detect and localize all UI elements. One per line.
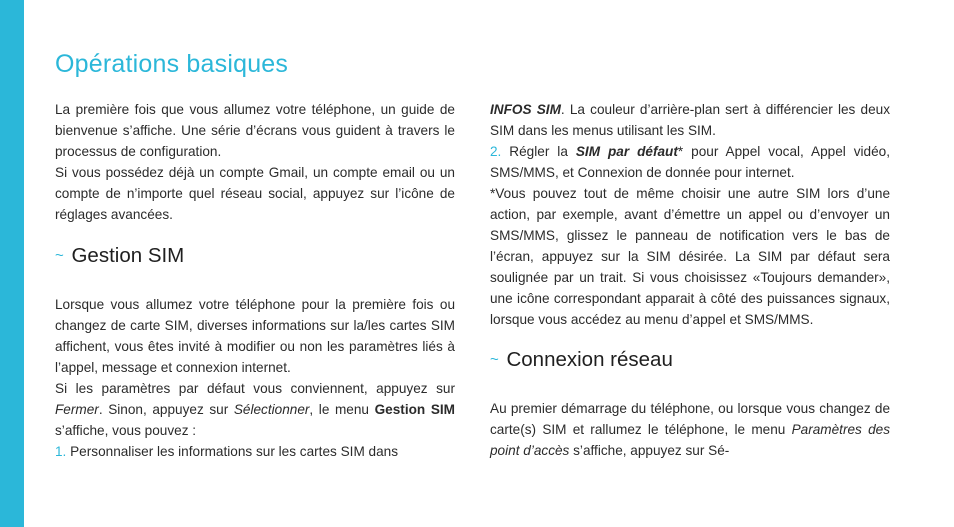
page-title: Opérations basiques [55, 50, 289, 78]
text-run: Si les paramètres par défaut vous conviennent, appuyez sur [55, 381, 455, 396]
text-run: Au premier démarrage du téléphone, ou lorsque vous changez de carte(s) SIM et rallumez le téléphone, le menu [490, 401, 890, 437]
left-column [55, 99, 455, 462]
step-number: 2. [490, 144, 502, 159]
section-heading-connexion-reseau [490, 346, 890, 374]
section-heading-label: Connexion réseau [506, 348, 673, 371]
fermer-option: Fermer [55, 402, 99, 417]
text-run: s’affiche, vous pouvez : [55, 423, 197, 438]
side-accent-bar [0, 0, 24, 527]
tilde-icon: ~ [55, 247, 64, 264]
footnote-paragraph: *Vous pouvez tout de même choisir une autre SIM lors d’une action, par exemple, avant d’émettre un appel ou d’envoyer un SMS/MMS, glissez le panneau de notification vers le bas de l’écran, appuyez sur la SIM désirée. La SIM par défaut sera soulignée par un trait. Si vous choisissez «Toujours demander», une icône correspondant apparait à côté des puissances signaux, lorsque vous accédez au menu d’appel et SMS/MMS. [490, 186, 890, 327]
text-run: * pour Appel vocal, Appel vidéo, SMS/MMS, et Connexion de donnée pour internet. [490, 144, 891, 180]
intro-paragraph-1: La première fois que vous allumez votre téléphone, un guide de bienvenue s’affiche. Une série d’écrans vous guident à travers le processus de configuration. [55, 102, 455, 159]
step-text: Personnaliser les informations sur les cartes SIM dans [66, 444, 399, 459]
apn-menu-name: Paramètres des point d’accès [490, 422, 890, 458]
step-1-continuation [490, 99, 890, 141]
text-run: . La couleur d’arrière-plan sert à différencier les deux SIM dans les menus utilisant les SIM. [490, 102, 890, 138]
text-run: . Sinon, appuyez sur [98, 402, 234, 417]
text-run: s’affiche, appuyez sur Sé- [569, 443, 730, 458]
text-run: Régler la [501, 144, 576, 159]
section-heading-label: Gestion SIM [71, 244, 185, 267]
network-paragraph [490, 398, 890, 461]
step-1 [55, 441, 455, 462]
step-number: 1. [55, 444, 67, 459]
gestion-sim-menu-name: Gestion SIM [374, 402, 455, 417]
text-run: , le menu [309, 402, 375, 417]
selectionner-option: Sélectionner [233, 402, 310, 417]
sim-paragraph-1: Lorsque vous allumez votre téléphone pour la première fois ou changez de carte SIM, diverses informations sur la/les cartes SIM affichent, vous êtes invité à modifier ou non les paramètres liés à l’appel, message et connexion internet. [55, 297, 455, 375]
right-column [490, 99, 890, 461]
intro-paragraph-2: Si vous possédez déjà un compte Gmail, un compte email ou un compte de n’importe quel réseau social, appuyez sur l’icône de réglages avancées. [55, 165, 455, 222]
sim-paragraph-2 [55, 378, 455, 441]
infos-sim-menu-name: INFOS SIM [490, 102, 561, 117]
sim-par-defaut-option: SIM par défaut [575, 144, 678, 159]
section-heading-gestion-sim [55, 242, 455, 270]
step-2 [490, 141, 890, 183]
tilde-icon: ~ [490, 351, 499, 368]
